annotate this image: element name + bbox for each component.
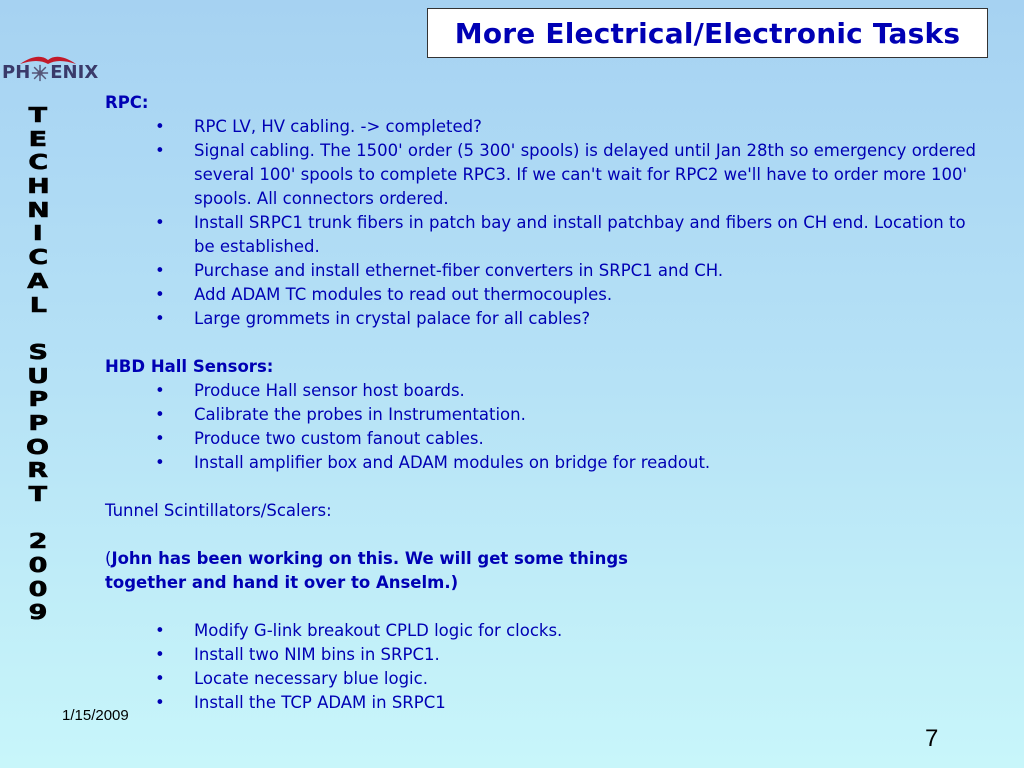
side-letter: C (28, 245, 48, 270)
bullet-icon: • (155, 285, 165, 304)
hbd-item-text: Produce two custom fanout cables. (194, 429, 484, 448)
bullet-icon: • (155, 117, 165, 136)
slide-title: More Electrical/Electronic Tasks (427, 8, 988, 58)
rpc-item-text: Install SRPC1 trunk fibers in patch bay and install patchbay and fibers on CH end. Location to be established. (194, 213, 966, 256)
side-letter: R (27, 458, 49, 483)
side-letter: P (28, 387, 48, 412)
side-letter: H (26, 174, 50, 199)
rpc-item-text: RPC LV, HV cabling. -> completed? (194, 117, 482, 136)
tunnel-note-line-2: together and hand it over to Anselm.) (105, 573, 459, 592)
tunnel-note-line-1 (105, 547, 1005, 571)
side-letter: P (28, 410, 48, 435)
phenix-logo (0, 50, 98, 86)
hbd-item (105, 403, 989, 427)
hbd-item-text: Produce Hall sensor host boards. (194, 381, 465, 400)
hbd-item (105, 379, 989, 403)
bullet-icon: • (155, 645, 165, 664)
rpc-item (105, 307, 989, 331)
tunnel-item-text: Install two NIM bins in SRPC1. (194, 645, 440, 664)
rpc-item-text: Purchase and install ethernet-fiber converters in SRPC1 and CH. (194, 261, 724, 280)
hbd-heading: HBD Hall Sensors: (105, 357, 274, 376)
side-letter: N (26, 197, 50, 222)
tunnel-heading: Tunnel Scintillators/Scalers: (105, 501, 332, 520)
bullet-icon: • (155, 693, 165, 712)
tunnel-note-text: John has been working on this. We will get some things (111, 549, 628, 568)
rpc-item (105, 259, 989, 283)
side-letter: L (29, 292, 47, 317)
logo-text-right: ENIX (50, 62, 99, 83)
bullet-icon: • (155, 141, 165, 160)
logo-text-left: PH (2, 62, 31, 83)
side-letter: E (28, 126, 48, 151)
phenix-star-icon (31, 64, 49, 82)
side-letter: I (32, 221, 44, 246)
rpc-item-text: Large grommets in crystal palace for all cables? (194, 309, 591, 328)
bullet-icon: • (155, 261, 165, 280)
tunnel-item (105, 619, 989, 643)
rpc-item (105, 283, 989, 307)
hbd-item (105, 451, 989, 475)
side-letter: T (28, 103, 48, 127)
side-letter: 9 (28, 600, 48, 625)
bullet-icon: • (155, 381, 165, 400)
bullet-icon: • (155, 213, 165, 232)
tunnel-item-text: Locate necessary blue logic. (194, 669, 428, 688)
bullet-icon: • (155, 309, 165, 328)
bullet-icon: • (155, 669, 165, 688)
tunnel-item (105, 643, 989, 667)
side-letter: 0 (28, 576, 48, 601)
bullet-icon: • (155, 621, 165, 640)
tunnel-item-text: Modify G-link breakout CPLD logic for clocks. (194, 621, 563, 640)
technical-support-vertical-text (22, 104, 54, 625)
side-letter: 0 (28, 553, 48, 578)
rpc-item-text: Add ADAM TC modules to read out thermocouples. (194, 285, 613, 304)
rpc-heading: RPC: (105, 93, 149, 112)
tunnel-note-paren: ( (105, 549, 112, 568)
tunnel-item-text: Install the TCP ADAM in SRPC1 (194, 693, 446, 712)
tunnel-item (105, 667, 989, 691)
hbd-item-text: Install amplifier box and ADAM modules on bridge for readout. (194, 453, 711, 472)
side-letter: C (28, 150, 48, 175)
rpc-item (105, 139, 989, 211)
tunnel-item (105, 691, 989, 715)
rpc-item-text: Signal cabling. The 1500' order (5 300' spools) is delayed until Jan 28th so emergency ordered several 100' spools to complete RPC3. If we can't wait for RPC2 we'll have to order more 100' spools. All connectors ordered. (194, 141, 976, 208)
rpc-item (105, 211, 989, 259)
bullet-icon: • (155, 453, 165, 472)
side-letter: O (26, 434, 50, 459)
rpc-item (105, 115, 989, 139)
hbd-item (105, 427, 989, 451)
side-letter: T (28, 482, 48, 506)
side-letter: U (27, 363, 49, 388)
bullet-icon: • (155, 429, 165, 448)
bullet-icon: • (155, 405, 165, 424)
hbd-item-text: Calibrate the probes in Instrumentation. (194, 405, 526, 424)
phoenix-wing-icon (18, 50, 78, 66)
side-letter: S (28, 339, 48, 364)
side-letter: A (27, 268, 49, 293)
side-letter: 2 (28, 529, 48, 554)
slide-body (105, 91, 1005, 715)
slide-date: 1/15/2009 (62, 707, 129, 724)
page-number: 7 (925, 725, 939, 752)
